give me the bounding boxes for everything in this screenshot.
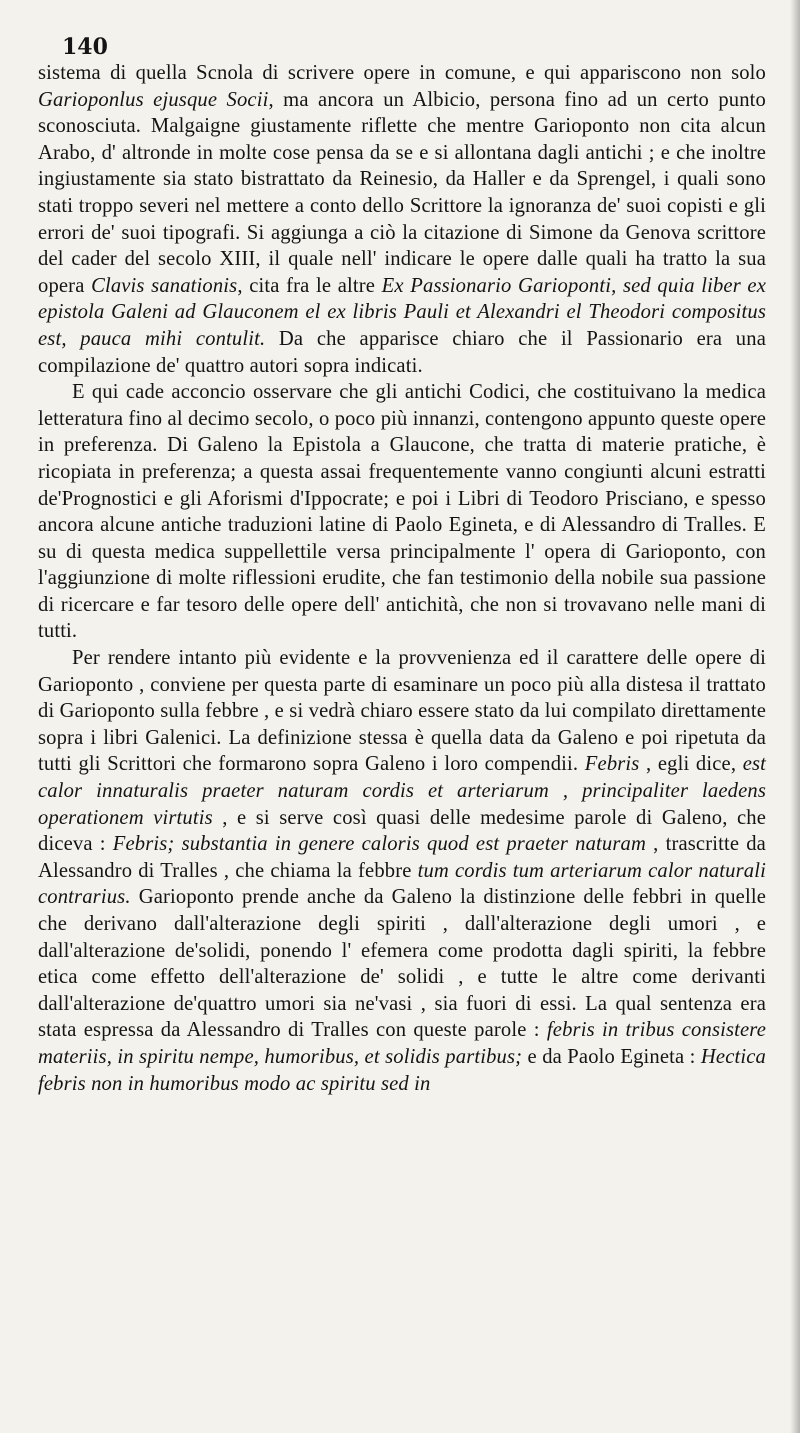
paragraph bbox=[38, 60, 766, 379]
text-run: Da che apparisce chiaro che il Passionario era una compilazione de' quattro autori sopra indicati. bbox=[38, 327, 766, 377]
text-run: E qui cade acconcio osservare che gli antichi Codici, che costituivano la medica letteratura fino al decimo secolo, o poco più innanzi, contengono appunto queste opere in preferenza. Di Galeno la Epistola a Glaucone, che tratta di materie pratiche, è ricopiata in preferenza; a questa assai frequentemente vanno congiunti alcuni estratti de'Prognostici e gli Aforismi d'Ippocrate; e poi i Libri di Teodoro Prisciano, e spesso ancora alcune antiche traduzioni latine di Paolo Egineta, e di Alessandro di Tralles. E su di questa medica suppellettile versa principalmente l' opera di Garioponto, con l'aggiunzione di molte riflessioni erudite, che fan testimonio della nobile sua passione di ricercare e far tesoro delle opere dell' antichità, che non si trovavano nelle mani di tutti. bbox=[38, 381, 766, 643]
italic-text: Febris; substantia in genere caloris quod est praeter naturam bbox=[112, 833, 647, 856]
text-run: sistema di quella Scnola di scrivere opere in comune, e qui appariscono non solo bbox=[38, 62, 766, 84]
italic-text: Ex Passionario Garioponti, sed quia liber ex epistola Galeni ad Glauconem el ex libris Pauli et Alexandri el Theodori compositus est, pauca mihi contulit. bbox=[38, 274, 767, 350]
paragraph bbox=[38, 645, 766, 1097]
page-number: 140 bbox=[62, 34, 108, 60]
paragraph bbox=[38, 379, 766, 645]
italic-text: est calor innaturalis praeter naturam cordis et arteriarum , principaliter laedens operationem virtutis bbox=[38, 753, 767, 829]
italic-text: Garioponlus ejusque Socii bbox=[38, 88, 269, 111]
text-run: e da Paolo Egineta : bbox=[522, 1045, 701, 1068]
text-run: , cita fra le altre bbox=[237, 274, 382, 297]
italic-text: tum cordis tum arteriarum calor naturali contrarius. bbox=[38, 859, 766, 909]
italic-text: febris in tribus consistere materiis, in spiritu nempe, humoribus, et solidis partibus; bbox=[38, 1019, 766, 1068]
text-run: Garioponto prende anche da Galeno la distinzione delle febbri in quelle che derivano dall'alterazione degli spiriti , dall'alterazione degli umori , e dall'alterazione de'solidi, ponendo l' efemera come prodotta dagli spiriti, la febbre etica come effetto dell'alterazione de' solidi , e tutte le altre come derivanti dall'alterazione de'quattro umori sia ne'vasi , sia fuori di essi. La qual sentenza era stata espressa da Alessandro di Tralles con queste parole : bbox=[38, 886, 766, 1042]
text-run: Per rendere intanto più evidente e la provvenienza ed il carattere delle opere di Garioponto , conviene per questa parte di esaminare un poco più alla distesa il trattato di Garioponto sulla febbre , e si vedrà chiaro essere stato da lui compilato direttamente sopra i libri Galenici. La definizione stessa è quella data da Galeno e poi ripetuta da tutti gli Scrittori che formarono sopra Galeno i loro compendii. bbox=[38, 647, 766, 776]
italic-text: Febris bbox=[584, 753, 640, 776]
italic-text: Clavis sanationis bbox=[91, 274, 238, 297]
text-run: , trascritte da Alessandro di Tralles , che chiama la febbre bbox=[38, 833, 766, 882]
page-edge-shadow bbox=[790, 0, 800, 1433]
text-run: , ma ancora un Albicio, persona fino ad un certo punto sconosciuta. Malgaigne giustamente riflette che mentre Garioponto non cita alcun Arabo, d' altronde in molte cose pensa da se e si allontana dagli antichi ; e che inoltre ingiustamente sia stato bistrattato da Reinesio, da Haller e da Sprengel, i quali sono stati troppo severi nel mettere a conto dello Scrittore la ignoranza de' suoi copisti e gli errori de' suoi tipografi. Si aggiunga a ciò la citazione di Simone da Genova scrittore del cader del secolo XIII, il quale nell' indicare le opere dalle quali ha tratto la sua opera bbox=[38, 88, 766, 297]
body-text bbox=[38, 60, 766, 1097]
italic-text: Hectica febris non in humoribus modo ac spiritu sed in bbox=[38, 1045, 766, 1095]
text-run: , e si serve così quasi delle medesime parole di Galeno, che diceva : bbox=[38, 806, 766, 856]
text-run: , egli dice, bbox=[639, 753, 743, 776]
